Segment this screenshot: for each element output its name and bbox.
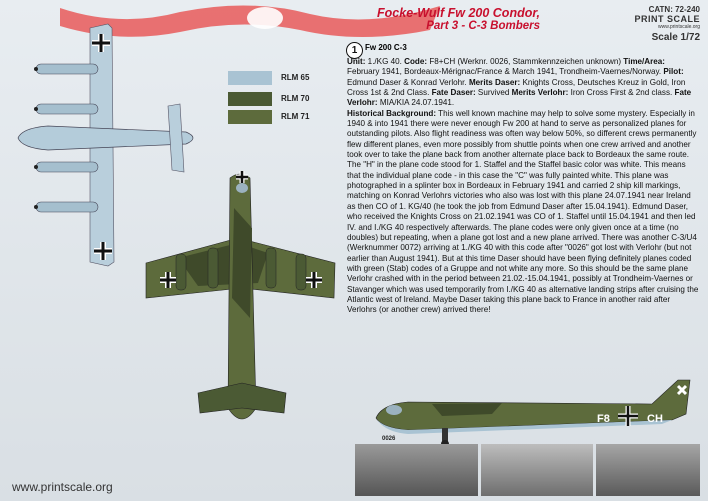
historical-photo-3	[596, 444, 700, 496]
fuselage-code-ch: CH	[647, 413, 663, 425]
color-swatch-rlm65	[228, 71, 272, 85]
catalog-block	[634, 5, 700, 43]
color-swatch-rlm71	[228, 110, 272, 124]
historical-photo-2	[481, 444, 593, 496]
color-swatch-rlm70	[228, 92, 272, 106]
werknr-marking: 0026	[382, 436, 396, 442]
upper-surface-view-aircraft	[138, 168, 343, 468]
title-line-2: Part 3 - C-3 Bombers	[426, 20, 540, 32]
catalog-number: CATN: 72-240	[648, 5, 700, 14]
color-label-rlm71: RLM 71	[281, 112, 310, 121]
side-profile-aircraft	[372, 370, 702, 450]
description-fields: Unit: 1./KG 40. Code: F8+CH (Werknr. 0026, Stammkennzeichen unknown) Time/Area: February 1941, Bordeaux-Mérignac/France & March 1941, Trondheim-Vaernes/Norway. Pilot: Edmund Daser & Konrad Verlohr. Merits Daser: Knights Cross, Deutsches Kreuz in Gold, Iron Cross 1st & 2nd Class. Fate Daser: Survived Merits Verlohr: Iron Cross First & 2nd class. Fate Verlohr: MIA/KIA 24.07.1941.	[347, 57, 692, 108]
color-label-rlm65: RLM 65	[281, 73, 310, 82]
historical-background: Historical Background: This well known machine may help to solve some mystery. Especially in 1940 & into 1941 there were never enough Fw 200 at hand to serve as personalized planes for outstanding pilots. Also flight readiness was often way below 50%, so different crews permanently flew different planes, even more possibly from shuttle points when one crew arrived and another took over to take the plane back from another alternate place back to Bordeaux the same route. The "H" in the plane code stood for 1. Staffel and the Staffel basic color was white. This means that the individual plane code - in this case the "C" was fully painted white. This plane was photographed in a splinter box in Bordeaux in February 1941 and carried 2 ship kill markings, matching on Konrad Verlohrs victories who also was lost with this plane 24.07.1941 near Ireland as then CO of 1. KG/40 (he took the job from Edmund Daser after 15.04.1941). Edmund Daser, who received the Knights Cross on 21.02.1941 was CO of 1. Staffel until 15.04.1941 and then led IV. and I./KG 40 respectively afterwards. The plane codes were only given once at a time (no doubles) but repeating, when a plane got lost and a new plane arrived. There was another C-3/U4 (Werknummer 0072) arriving at 1./KG 40 with this code after "0026" got lost with Verlohr (but not earlier than August 1941). But at this time Daser should have been flying definitely planes coded with green (Stab) codes of a Gruppe and not white any more. So this should be the same plane Verlohr crashed with in the period between 21.02.-15.04.1941, possibly at Trondheim-Vaernes or Stavanger which was used temporarily from I./KG 40 as alternative landing strips after cruising the Atlantic west of Ireland. Maybe Daser taking this plane back to France in another raid after Verlohrs (or another crew) arrived there!	[347, 108, 699, 315]
brand-logo: PRINT SCALE	[634, 14, 700, 24]
scale-label: Scale 1/72	[651, 32, 700, 43]
description-text	[347, 51, 699, 423]
sheet-title	[350, 7, 540, 33]
color-label-rlm70: RLM 70	[281, 94, 310, 103]
variant-name: Fw 200 C-3	[365, 43, 407, 52]
profile-number-badge: 1	[346, 42, 363, 59]
fuselage-code-f8: F8	[597, 413, 610, 425]
historical-photo-1	[355, 444, 478, 496]
title-line-1: Focke-Wulf Fw 200 Condor,	[377, 6, 540, 20]
website-link[interactable]: www.printscale.org	[12, 480, 113, 494]
brand-site: www.printscale.org	[658, 24, 700, 30]
